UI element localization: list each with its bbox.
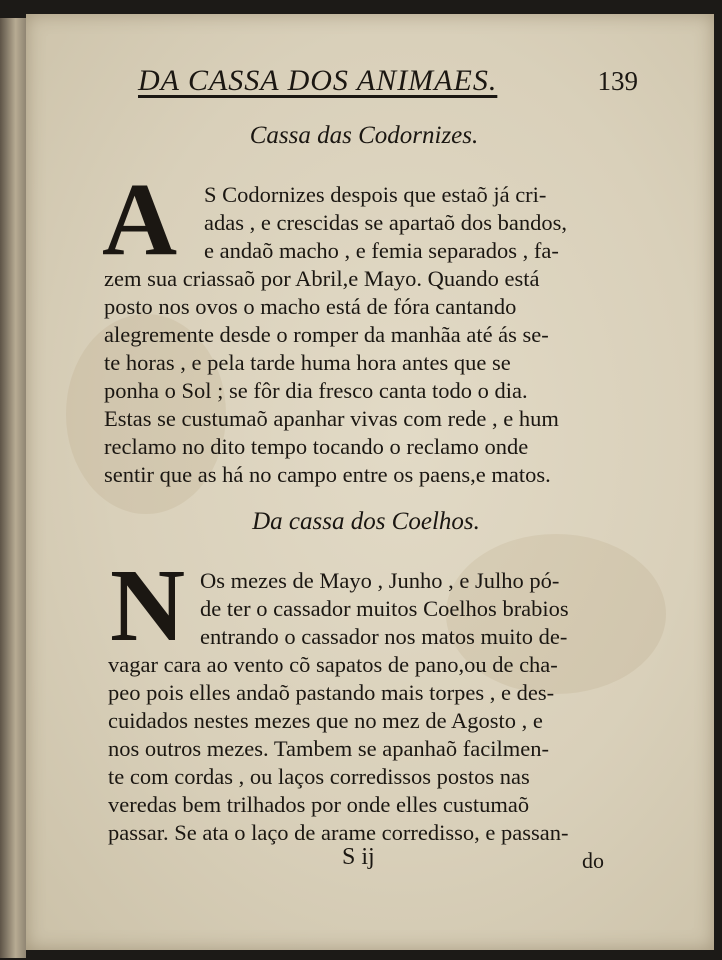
text-line: posto nos ovos o macho está de fóra cantando (104, 294, 517, 319)
book-page (26, 14, 714, 950)
text-line: cuidados nestes mezes que no mez de Agosto , e (108, 708, 543, 733)
text-line: entrando o cassador nos matos muito de- (200, 624, 568, 649)
section-title-codornizes: Cassa das Codornizes. (249, 122, 479, 149)
text-line: sentir que as há no campo entre os paens,e matos. (104, 462, 551, 487)
drop-cap-a: A (102, 162, 178, 277)
text-line: reclamo no dito tempo tocando o reclamo onde (104, 434, 529, 459)
text-line: ponha o Sol ; se fôr dia fresco canta todo o dia. (104, 378, 528, 403)
text-line: te com cordas , ou laços corredissos postos nas (108, 764, 530, 789)
text-line: te horas , e pela tarde huma hora antes que se (104, 350, 511, 375)
catchword: do (582, 848, 604, 873)
text-line: adas , e crescidas se apartaõ dos bandos, (204, 210, 567, 235)
text-line: alegremente desde o romper da manhãa até ás se- (104, 322, 549, 347)
text-line: Os mezes de Mayo , Junho , e Julho pó- (200, 568, 560, 593)
text-line: peo pois elles andaõ pastando mais torpes , e des- (108, 680, 555, 705)
text-line: e andaõ macho , e femia separados , fa- (204, 238, 559, 263)
text-line: de ter o cassador muitos Coelhos brabios (200, 596, 569, 621)
section-title-coelhos: Da cassa dos Coelhos. (252, 508, 480, 535)
text-line: nos outros mezes. Tambem se apanhaõ facilmen- (108, 736, 549, 761)
adjacent-page-edge (0, 18, 26, 958)
text-line: passar. Se ata o laço de arame corredisso, e passan- (108, 820, 569, 845)
page-header (138, 64, 638, 104)
running-head: DA CASSA DOS ANIMAES. (138, 64, 498, 97)
signature-mark: S ij (342, 844, 375, 870)
text-line: vagar cara ao vento cõ sapatos de pano,ou de cha- (108, 652, 558, 677)
text-line: S Codornizes despois que estaõ já cri- (204, 182, 547, 207)
text-line: zem sua criassaõ por Abril,e Mayo. Quando está (104, 266, 540, 291)
page-number: 139 (597, 66, 638, 96)
text-line: veredas bem trilhados por onde elles custumaõ (108, 792, 530, 817)
text-line: Estas se custumaõ apanhar vivas com rede , e hum (104, 406, 559, 431)
drop-cap-n: N (110, 548, 186, 663)
